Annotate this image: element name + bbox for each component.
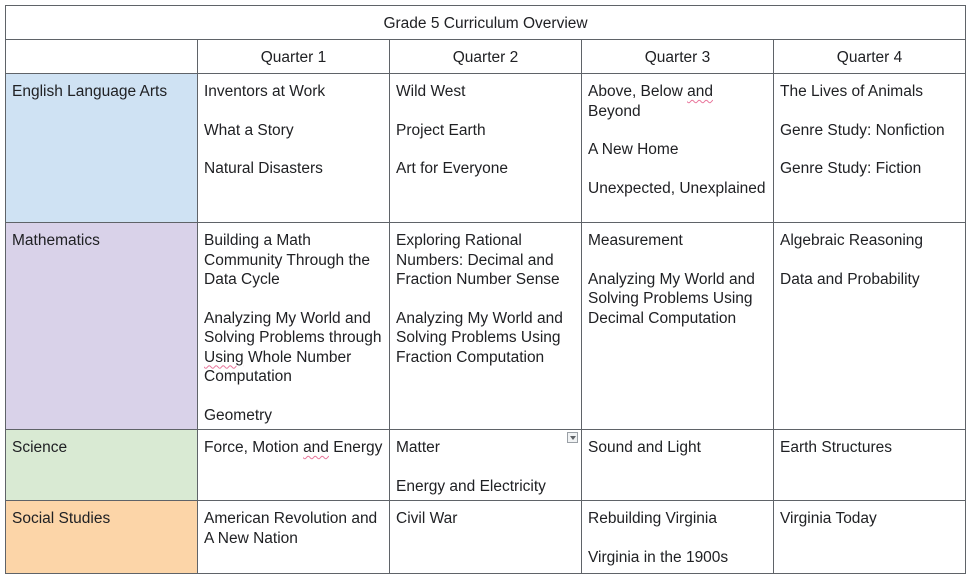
cell-math-q2[interactable]	[390, 223, 582, 430]
cell-social-studies-q4[interactable]	[774, 501, 966, 574]
table-title[interactable]: Grade 5 Curriculum Overview	[6, 6, 966, 40]
unit-item: What a Story	[204, 121, 294, 139]
unit-item: Algebraic Reasoning	[780, 232, 924, 249]
cell-social-studies-q3[interactable]	[582, 501, 774, 574]
header-quarter-1[interactable]: Quarter 1	[198, 40, 390, 74]
unit-item: The Lives of Animals	[780, 83, 924, 100]
unit-text: Whole Number Computation	[204, 348, 352, 385]
quarter-header-row	[6, 40, 966, 74]
cell-math-q1[interactable]	[198, 223, 390, 430]
cell-ela-q4[interactable]	[774, 74, 966, 223]
cell-science-q2[interactable]	[390, 430, 582, 501]
unit-item: A New Home	[588, 141, 679, 158]
subject-english-language-arts[interactable]: English Language Arts	[6, 74, 198, 223]
unit-item: Unexpected, Unexplained	[588, 179, 766, 197]
unit-item: Matter	[396, 439, 440, 456]
unit-item: Geometry	[204, 406, 273, 424]
unit-text: Beyond	[588, 102, 641, 120]
unit-item: Genre Study: Fiction	[780, 160, 922, 177]
chevron-down-icon[interactable]	[567, 432, 578, 443]
unit-item: Analyzing My World and Solving Problems Using Fraction Computation	[396, 309, 563, 366]
unit-item: Natural Disasters	[204, 160, 323, 177]
row-english-language-arts	[6, 74, 966, 223]
title-row	[6, 6, 966, 40]
unit-item: Exploring Rational Numbers: Decimal and Fraction Number Sense	[396, 232, 560, 288]
unit-item: Virginia Today	[780, 510, 877, 527]
unit-item: Genre Study: Nonfiction	[780, 121, 945, 139]
unit-item: Virginia in the 1900s	[588, 548, 729, 566]
unit-item: Data and Probability	[780, 270, 920, 288]
unit-item	[588, 82, 767, 121]
cell-ela-q3[interactable]	[582, 74, 774, 223]
unit-item: Inventors at Work	[204, 83, 326, 100]
unit-item	[204, 438, 383, 458]
curriculum-table	[5, 5, 966, 574]
spellcheck-word[interactable]: and	[687, 83, 713, 100]
subject-science[interactable]: Science	[6, 430, 198, 501]
cell-social-studies-q1[interactable]	[198, 501, 390, 574]
unit-item: Measurement	[588, 232, 683, 249]
unit-text: Force, Motion	[204, 439, 304, 456]
unit-text: Energy	[328, 439, 383, 456]
header-quarter-3[interactable]: Quarter 3	[582, 40, 774, 74]
unit-item	[204, 309, 383, 387]
spellcheck-word[interactable]: and	[303, 439, 329, 456]
row-social-studies	[6, 501, 966, 574]
subject-mathematics[interactable]: Mathematics	[6, 223, 198, 430]
unit-item: Wild West	[396, 83, 466, 100]
spellcheck-word[interactable]: Using	[204, 348, 244, 366]
unit-item: Sound and Light	[588, 439, 701, 456]
unit-item: Energy and Electricity	[396, 477, 546, 495]
header-quarter-4[interactable]: Quarter 4	[774, 40, 966, 74]
cell-science-q3[interactable]	[582, 430, 774, 501]
cell-ela-q1[interactable]	[198, 74, 390, 223]
unit-item: Building a Math Community Through the Data Cycle	[204, 232, 370, 288]
cell-science-q4[interactable]	[774, 430, 966, 501]
header-quarter-2[interactable]: Quarter 2	[390, 40, 582, 74]
cell-math-q3[interactable]	[582, 223, 774, 430]
row-mathematics	[6, 223, 966, 430]
unit-item: American Revolution and A New Nation	[204, 510, 378, 547]
unit-item: Project Earth	[396, 121, 486, 139]
unit-item: Civil War	[396, 510, 458, 527]
unit-text: Analyzing My World and Solving Problems through	[204, 309, 382, 346]
unit-item: Art for Everyone	[396, 160, 508, 177]
cell-social-studies-q2[interactable]	[390, 501, 582, 574]
unit-text: Above, Below	[588, 83, 688, 100]
cell-science-q1[interactable]	[198, 430, 390, 501]
cell-ela-q2[interactable]	[390, 74, 582, 223]
header-corner-cell[interactable]	[6, 40, 198, 74]
unit-item: Earth Structures	[780, 439, 892, 456]
unit-item: Rebuilding Virginia	[588, 510, 717, 527]
cell-math-q4[interactable]	[774, 223, 966, 430]
row-science	[6, 430, 966, 501]
unit-item: Analyzing My World and Solving Problems Using Decimal Computation	[588, 270, 755, 327]
subject-social-studies[interactable]: Social Studies	[6, 501, 198, 574]
